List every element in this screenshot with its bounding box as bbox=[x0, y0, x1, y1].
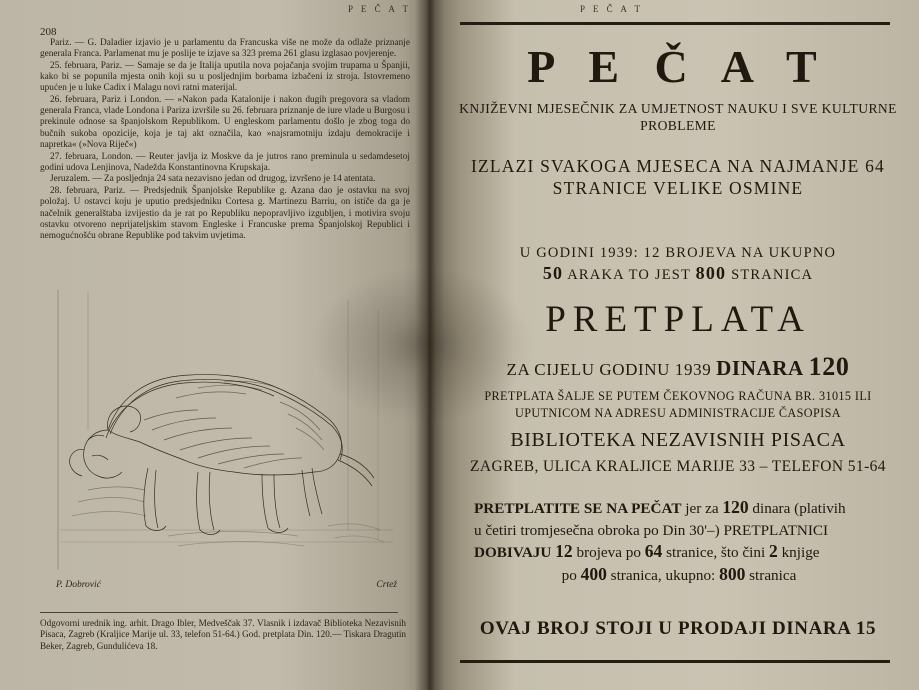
currency-label: DINARA bbox=[716, 356, 804, 380]
promo-line-4-pre: po bbox=[561, 566, 581, 584]
promo-price: 120 bbox=[722, 497, 749, 517]
payment-instructions: PRETPLATA ŠALJE SE PUTEM ČEKOVNOG RAČUNA BR. 31015 ILI UPUTNICOM NA ADRESU ADMINISTRACIJE ČASOPISA bbox=[484, 389, 872, 420]
book-gutter-shadow bbox=[415, 0, 445, 690]
price-amount: 120 bbox=[808, 352, 850, 381]
subscription-price-line bbox=[452, 352, 904, 382]
publisher-block bbox=[452, 428, 904, 479]
subscription-period: ZA CIJELU GODINU 1939 bbox=[506, 360, 717, 379]
paragraph: 28. februara, Pariz. — Predsjednik Španjolske Republike g. Azana dao je ostavku na svoj položaj. U ostavci koju je uputio predsjedniku Cortesa g. Martinezu Barriu, on ističe da ga je načelnik generalštaba izvijestio da je rat po Republiku nepopravljivo izgubljen, i motivira svoju ostavku otvoreno neprijateljskim stavom Engleske i Francuske prema Španjolskoj Republici i nemogućnošću obrane Republike pod takvim uvjetima. bbox=[40, 186, 410, 241]
subscription-heading: PRETPLATA bbox=[545, 299, 811, 340]
promo-line-2: u četiri tromjesečna obroka po Din 30'–) PRETPLATNICI bbox=[474, 521, 829, 539]
publisher-name: BIBLIOTEKA NEZAVISNIH PISACA bbox=[510, 429, 846, 451]
right-page-advertisement bbox=[452, 0, 904, 690]
araka-post: STRANICA bbox=[726, 267, 814, 283]
year-issue-info bbox=[452, 243, 904, 285]
promo-rest-1: jer za bbox=[681, 500, 723, 517]
paragraph: 25. februara, Pariz. — Samaje se da je Italija uputila nova pojačanja svojim trupama u Španjii, kako bi se popunila mjesta onih koji su u posljednjim borbama izbačeni iz stroja. Istovremeno upućen je u luke Cadix i Malagu novi ratni materijal. bbox=[40, 60, 410, 94]
promo-line-4-m2: stranica bbox=[745, 566, 797, 584]
araka-count: 50 bbox=[542, 263, 564, 283]
illustration-figure bbox=[48, 280, 403, 600]
promo-issues-count: 12 bbox=[555, 541, 573, 561]
pages-count: 800 bbox=[695, 263, 727, 283]
araka-mid: ARAKA TO JEST bbox=[563, 267, 696, 283]
paragraph: Pariz. — G. Daladier izjavio je u parlamentu da Francuska više ne može da odlaže priznanje generala Franca. Parlamenat mu je poslije te izjave sa 323 prema 261 glasu izglasao povjerenje. bbox=[40, 38, 410, 60]
paragraph: 27. februara, London. — Reuter javlja iz Moskve da je jutros rano preminula u sedamdesetoj godini udova Lenjinova, Nadežda Konstantinovna Krupskaja. bbox=[40, 151, 410, 173]
year-line-a: U GODINI 1939: 12 BROJEVA NA UKUPNO bbox=[519, 245, 837, 261]
paragraph: Jeruzalem. — Za posljednja 24 sata nezavisno jedan od drugog, izvršeno je 14 atentata. bbox=[50, 174, 376, 185]
paragraph: 26. februara, Pariz i London. — »Nakon pada Katalonije i nakon dugih pregovora sa vladom generala Franca, vlade Londona i Pariza izvršile su 26. februara priznanje de iure vlade u Burgosu i prekinule odnose sa španjolskom Republikom. U engleskom parlamentu došlo je zbog toga do bučnih sukoba opozicije, koja je taj akt označila, kao »najsramotniju izdaju demokracije i napretka« (»Nova Riječ«) bbox=[40, 95, 411, 150]
magazine-subtitle: KNJIŽEVNI MJESEČNIK ZA UMJETNOST NAUKU I SVE KULTURNE PROBLEME bbox=[459, 101, 897, 133]
promo-line-4-m1: stranica, ukupno: bbox=[606, 566, 720, 584]
bottom-rule bbox=[460, 660, 890, 663]
figure-artist-caption: P. Dobrović bbox=[56, 580, 101, 590]
sketch-svg bbox=[48, 280, 403, 580]
promo-line-3-m1: brojeva po bbox=[572, 544, 645, 561]
promo-call-to-action: PRETPLATITE SE NA PEČAT bbox=[474, 500, 682, 517]
colophon-divider bbox=[40, 612, 398, 613]
promo-line-3-m2: stranice, što čini bbox=[662, 544, 770, 561]
left-page bbox=[28, 0, 420, 690]
running-head-right: P E Č A T bbox=[580, 4, 644, 14]
promo-books-count: 2 bbox=[769, 541, 778, 561]
promo-line-3-m3: knjige bbox=[777, 544, 820, 561]
publication-frequency: IZLAZI SVAKOGA MJESECA NA NAJMANJE 64 STRANICE VELIKE OSMINE bbox=[470, 156, 886, 198]
top-rule bbox=[460, 22, 890, 25]
drawing-image bbox=[48, 280, 403, 580]
promo-line-4 bbox=[474, 564, 884, 587]
running-head-left: P E Č A T bbox=[348, 4, 412, 14]
promo-pages-per-issue: 64 bbox=[644, 541, 663, 561]
single-issue-price: OVAJ BROJ STOJI U PRODAJI DINARA 15 bbox=[479, 618, 877, 639]
left-text-column bbox=[40, 38, 410, 243]
promo-paragraph bbox=[474, 497, 884, 586]
promo-tail-1: dinara (plativih bbox=[748, 500, 846, 517]
promo-pages-per-book: 400 bbox=[580, 563, 607, 584]
page-number: 208 bbox=[40, 26, 57, 38]
publisher-address: ZAGREB, ULICA KRALJICE MARIJE 33 – TELEFON 51-64 bbox=[470, 458, 886, 475]
colophon-text: Odgovorni urednik ing. arhit. Drago Ibler, Medveščak 37. Vlasnik i izdavač Biblioteka Nezavisnih Pisaca, Zagreb (Kraljice Marije ul. 33, telefon 51-64.) God. pretplata Din. 120.— Tiskara Dragutin Beker, Zagreb, Gundulićeva 18. bbox=[40, 618, 406, 651]
magazine-title: P E Č A T bbox=[527, 41, 829, 92]
promo-line-3-pre: DOBIVAJU bbox=[474, 544, 556, 561]
promo-total-pages: 800 bbox=[719, 563, 746, 584]
figure-type-caption: Crtež bbox=[376, 580, 397, 590]
